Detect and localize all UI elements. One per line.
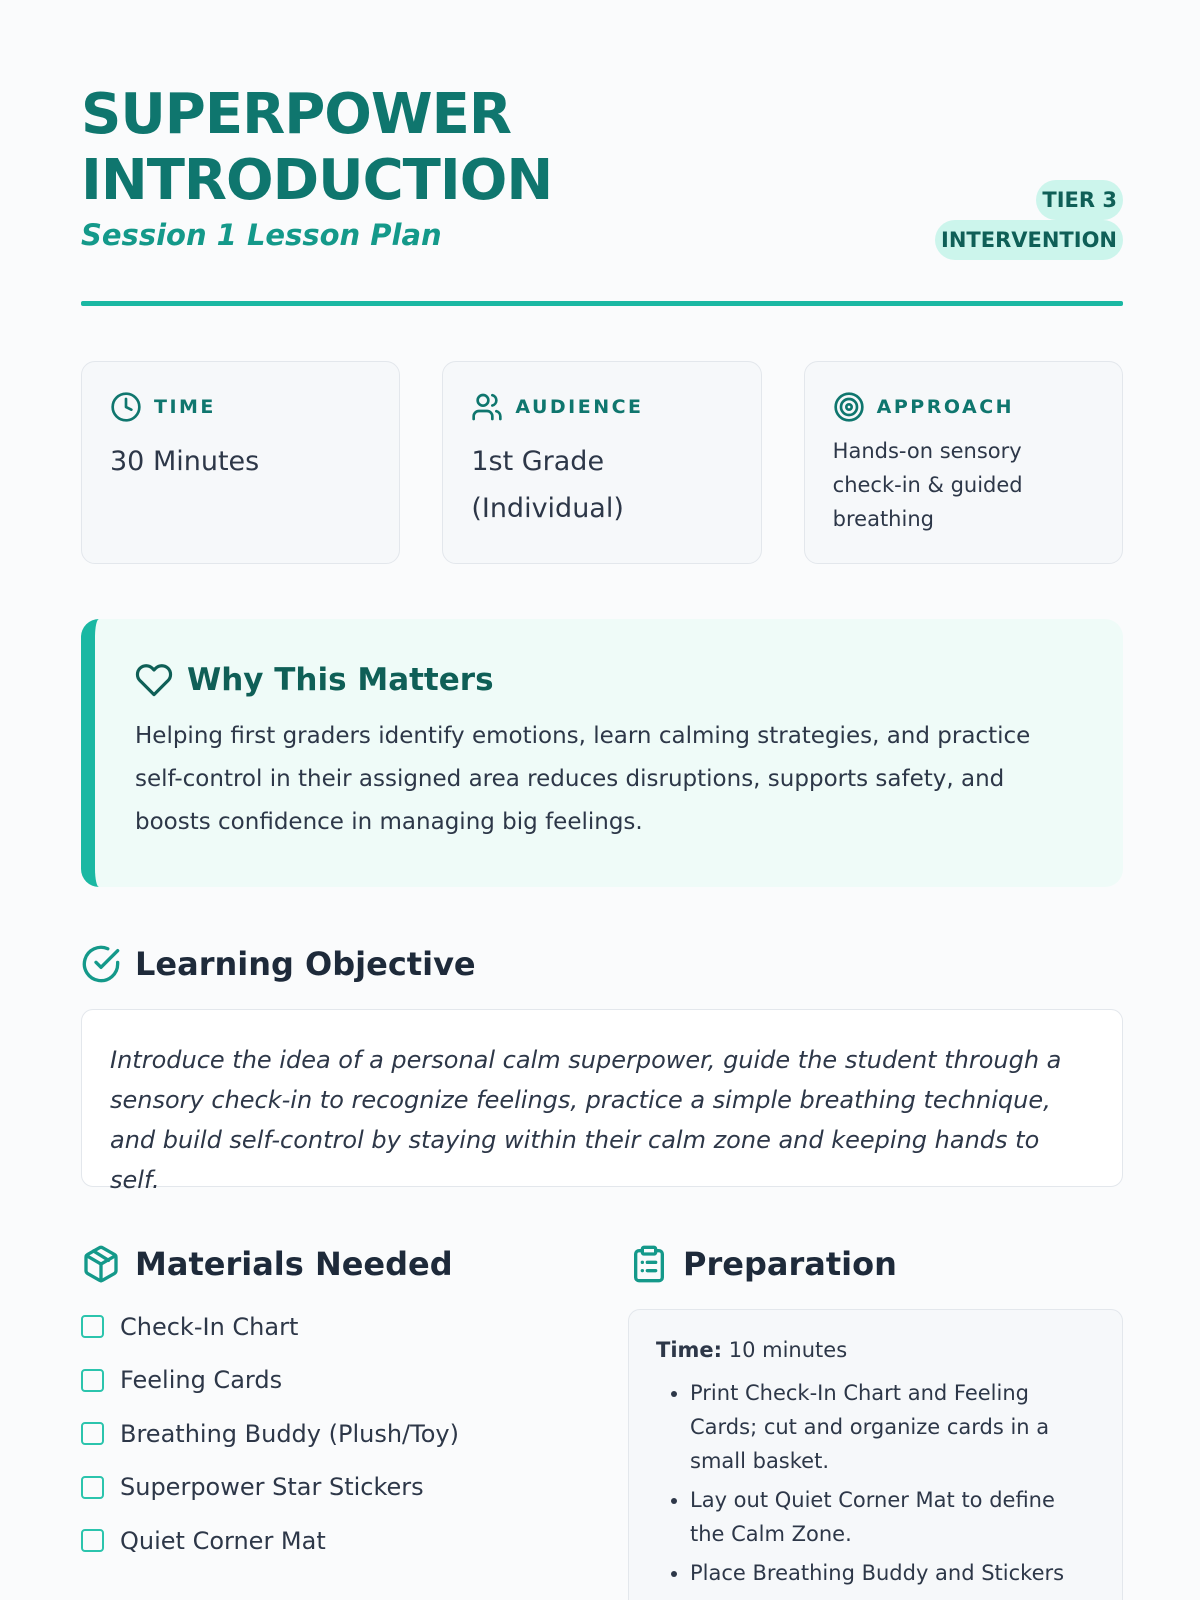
checkbox[interactable] (81, 1529, 104, 1552)
check-circle-icon (81, 944, 121, 984)
tier-badge (923, 180, 1123, 260)
why-text: Helping first graders identify emotions, learn calming strategies, and practice self-control in their assigned area reduces disruptions, supports safety, and boosts confidence in managing big feelings. (135, 723, 1031, 835)
preparation-time-value: 10 minutes (728, 1338, 848, 1362)
materials-heading (81, 1244, 453, 1284)
list-item (81, 1461, 581, 1515)
why-title: Why This Matters (187, 662, 494, 698)
checkbox[interactable] (81, 1422, 104, 1445)
list-item: • Print Check-In Chart and Feeling Cards; cut and organize cards in a small basket. (690, 1376, 1096, 1478)
why-this-matters-panel (81, 619, 1123, 887)
material-label: Superpower Star Stickers (120, 1473, 424, 1502)
checkbox[interactable] (81, 1315, 104, 1338)
objective-title: Learning Objective (135, 945, 476, 983)
list-item (81, 1300, 581, 1354)
target-icon (833, 391, 865, 423)
list-item: • Lay out Quiet Corner Mat to define the Calm Zone. (690, 1483, 1096, 1551)
heart-icon (135, 661, 173, 699)
info-card-label: TIME (154, 396, 216, 418)
info-card-audience (442, 361, 761, 564)
list-item (81, 1514, 581, 1568)
info-cards (81, 361, 1123, 564)
checkbox[interactable] (81, 1476, 104, 1499)
preparation-title: Preparation (683, 1245, 897, 1283)
info-card-value: 30 Minutes (110, 446, 260, 477)
clock-icon (110, 391, 142, 423)
info-card-time (81, 361, 400, 564)
page-header (81, 82, 1123, 302)
info-card-approach (804, 361, 1123, 564)
material-label: Breathing Buddy (Plush/Toy) (120, 1419, 459, 1448)
objective-box (81, 1009, 1123, 1194)
material-label: Feeling Cards (120, 1366, 283, 1395)
list-item: • Place Breathing Buddy and Stickers (690, 1556, 1096, 1590)
list-item (81, 1407, 581, 1461)
tier-badge-label: TIER 3 INTERVENTION (935, 180, 1123, 260)
clipboard-icon (629, 1244, 669, 1284)
checkbox[interactable] (81, 1369, 104, 1392)
preparation-heading (629, 1244, 897, 1284)
info-card-label: APPROACH (876, 396, 1015, 418)
info-card-label: AUDIENCE (515, 396, 644, 418)
page-title: SUPERPOWER INTRODUCTION (81, 82, 553, 213)
preparation-time (656, 1338, 1096, 1362)
preparation-box (628, 1309, 1123, 1600)
list-item (81, 1354, 581, 1408)
users-icon (471, 391, 503, 423)
info-card-value: 1st Grade (Individual) (471, 446, 624, 524)
material-label: Quiet Corner Mat (120, 1526, 326, 1555)
box-icon (81, 1244, 121, 1284)
preparation-time-label: Time: (656, 1338, 723, 1362)
objective-text: Introduce the idea of a personal calm superpower, guide the student through a sensory check-in to recognize feelings, practice a simple breathing technique, and build self-control by staying within their calm zone and keeping hands to self. (110, 1046, 1062, 1194)
materials-title: Materials Needed (135, 1245, 453, 1283)
preparation-steps (656, 1376, 1096, 1590)
material-label: Check-In Chart (120, 1312, 299, 1341)
info-card-value: Hands-on sensory check-in & guided breathing (832, 439, 1023, 531)
page-subtitle: Session 1 Lesson Plan (81, 218, 442, 252)
objective-heading (81, 944, 476, 984)
materials-list (81, 1300, 581, 1568)
header-divider (81, 301, 1123, 306)
